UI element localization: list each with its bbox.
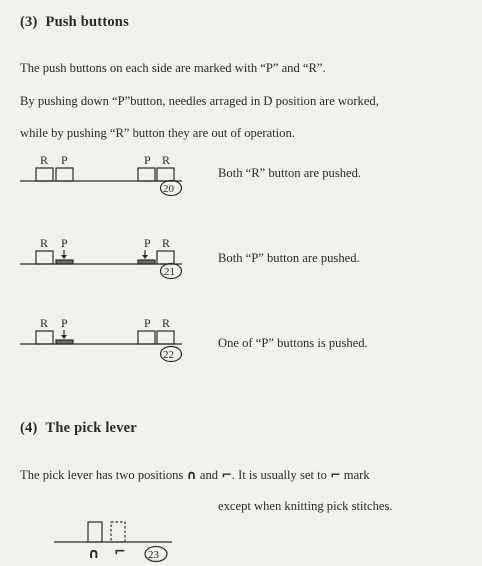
push-button-shape bbox=[36, 251, 53, 264]
push-button-shape bbox=[36, 331, 53, 344]
paragraph-line: The push buttons on each side are marked with “P” and “R”. bbox=[20, 61, 326, 75]
paragraph-line: By pushing down “P”button, needles arraged in D position are worked, bbox=[20, 94, 379, 108]
arch-mark-icon: ∩ bbox=[186, 467, 197, 482]
button-label: P bbox=[61, 316, 68, 330]
text-fragment: and bbox=[196, 468, 222, 482]
button-label: R bbox=[162, 316, 171, 330]
button-label: R bbox=[40, 153, 49, 167]
paragraph-line bbox=[20, 467, 370, 483]
button-label: P bbox=[144, 153, 151, 167]
lever-mark-icon: ⌐ bbox=[221, 467, 232, 482]
figure-20 bbox=[20, 153, 182, 196]
push-button-shape bbox=[56, 168, 73, 181]
push-button-shape bbox=[157, 251, 174, 264]
text-fragment: The pick lever has two positions bbox=[20, 468, 187, 482]
figure-number: 22 bbox=[163, 349, 174, 361]
push-button-shape bbox=[157, 168, 174, 181]
arch-mark-icon: ∩ bbox=[88, 546, 100, 562]
button-label: R bbox=[162, 153, 171, 167]
figure-number: 23 bbox=[148, 549, 159, 561]
section-number: (3) bbox=[20, 14, 38, 30]
button-label: P bbox=[144, 236, 151, 250]
figure-number: 21 bbox=[164, 266, 175, 278]
section-title: The pick lever bbox=[45, 420, 137, 436]
figure-22 bbox=[20, 316, 182, 362]
button-label: R bbox=[40, 316, 49, 330]
button-label: P bbox=[144, 316, 151, 330]
paragraph-line: except when knitting pick stitches. bbox=[218, 499, 393, 513]
section-title: Push buttons bbox=[45, 14, 129, 30]
figure-21 bbox=[20, 236, 182, 279]
text-fragment: . It is usually set to bbox=[231, 468, 331, 482]
button-label: R bbox=[162, 236, 171, 250]
button-label: P bbox=[61, 153, 68, 167]
button-label: P bbox=[61, 236, 68, 250]
figure-caption: Both “P” button are pushed. bbox=[218, 251, 360, 265]
figure-23 bbox=[54, 522, 172, 562]
paragraph-line: while by pushing “R” button they are out of operation. bbox=[20, 126, 295, 140]
figure-caption: Both “R” button are pushed. bbox=[218, 166, 362, 180]
section-number: (4) bbox=[20, 420, 38, 436]
push-button-shape bbox=[138, 168, 155, 181]
section-heading-pick-lever bbox=[20, 420, 137, 437]
push-button-shape bbox=[138, 331, 155, 344]
lever-mark-icon: ⌐ bbox=[114, 544, 126, 560]
push-button-shape bbox=[157, 331, 174, 344]
figure-caption: One of “P” buttons is pushed. bbox=[218, 336, 368, 350]
figure-number: 20 bbox=[163, 183, 174, 195]
push-button-shape bbox=[36, 168, 53, 181]
button-label: R bbox=[40, 236, 49, 250]
lever-position-dashed bbox=[111, 522, 125, 542]
lever-mark-icon: ⌐ bbox=[330, 467, 341, 482]
text-fragment: mark bbox=[340, 468, 370, 482]
lever-position-solid bbox=[88, 522, 102, 542]
